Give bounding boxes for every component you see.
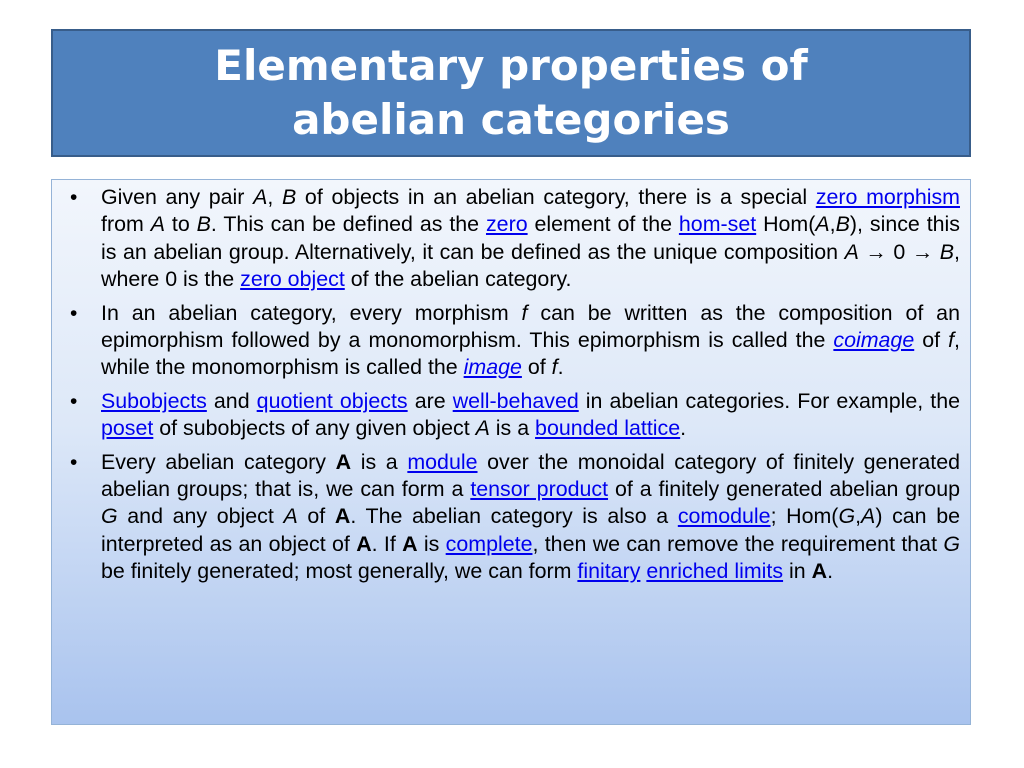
inline-link[interactable]: Subobjects (101, 388, 207, 413)
text-run: A (811, 559, 828, 584)
bullet-item (62, 184, 960, 294)
text-run: A (283, 504, 298, 529)
text-run: A (253, 185, 268, 209)
title-line-1: Elementary properties of (214, 41, 808, 90)
inline-link[interactable]: zero (485, 212, 528, 237)
bullet-item (62, 388, 960, 443)
text-run: is (417, 531, 446, 556)
text-run: and (206, 388, 257, 413)
inline-link[interactable]: image (463, 355, 522, 380)
text-run: A (844, 239, 859, 264)
text-run: ) can be interpreted as an object of (101, 504, 960, 556)
inline-link[interactable]: coimage (833, 328, 915, 353)
text-run: A (861, 504, 876, 529)
text-run: Given any pair (101, 185, 254, 209)
text-run: . This can be defined as the (210, 212, 486, 237)
inline-link[interactable]: comodule (677, 504, 771, 529)
text-run: , (267, 185, 282, 209)
text-run: . If (371, 531, 403, 556)
inline-link[interactable]: tensor product (470, 477, 609, 502)
text-run: of objects in an abelian category, there is a special (296, 185, 816, 209)
text-run: of subobjects of any given object (153, 416, 476, 441)
bullet-icon: • (70, 389, 78, 413)
inline-link[interactable]: complete (445, 531, 533, 556)
title-line-2: abelian categories (292, 95, 730, 144)
text-run: from (101, 212, 151, 237)
text-run: A (150, 212, 165, 237)
text-run: is a (351, 449, 408, 474)
text-run: . (557, 355, 564, 380)
text-run: , (855, 504, 862, 529)
text-run: A (356, 531, 372, 556)
text-run: of the abelian category. (344, 267, 572, 292)
text-run: B (196, 212, 211, 237)
text-run: A (475, 416, 490, 441)
text-run: and any object (117, 504, 284, 529)
text-run: over the monoidal category of finitely generated abelian groups; that is, we can form a (101, 449, 960, 502)
bullet-item (62, 449, 960, 586)
text-run: G (838, 504, 856, 529)
bullet-list (62, 184, 960, 586)
text-run: f (948, 328, 955, 353)
text-run: , where 0 is the (101, 239, 960, 292)
content-panel (51, 179, 971, 725)
text-run: Hom( (756, 212, 816, 237)
text-run: to (164, 212, 197, 237)
inline-link[interactable]: finitary (577, 559, 641, 584)
inline-link[interactable]: module (407, 449, 478, 474)
text-run: are (407, 388, 453, 413)
text-run: ), since this is an abelian group. Alternatively, it can be defined as the unique composition (101, 212, 961, 264)
text-run: of (297, 504, 335, 529)
text-run: of a finitely generated abelian group (608, 477, 960, 502)
text-run: be finitely generated; most generally, we can form (101, 559, 578, 584)
text-run: is a (489, 416, 536, 441)
text-run: , then we can remove the requirement that (532, 531, 944, 556)
text-run: , (829, 212, 836, 237)
text-run: G (943, 531, 960, 556)
text-run: A (402, 531, 418, 556)
text-run: . (827, 559, 834, 584)
text-run: in abelian categories. For example, the (578, 388, 961, 413)
inline-link[interactable]: well-behaved (452, 388, 579, 413)
text-run: . (680, 416, 687, 441)
text-run: A (334, 504, 351, 529)
inline-link[interactable]: quotient objects (256, 388, 408, 413)
bullet-icon: • (70, 301, 78, 325)
text-run: in (783, 559, 812, 584)
inline-link[interactable]: hom-set (678, 212, 757, 237)
bullet-icon: • (70, 186, 78, 209)
slide-title (51, 29, 971, 157)
inline-link[interactable]: poset (101, 416, 154, 441)
text-run: A (815, 212, 830, 237)
text-run: f (551, 355, 558, 380)
inline-link[interactable]: bounded lattice (535, 416, 681, 441)
bullet-item (62, 300, 960, 382)
text-run: element of the (527, 212, 679, 237)
text-run: B (835, 212, 850, 237)
text-run: G (101, 504, 118, 529)
text-run: → 0 → (858, 239, 940, 264)
text-run: Every abelian category (101, 449, 336, 474)
bullet-icon: • (70, 450, 78, 474)
text-run: f (521, 300, 528, 325)
text-run: , while the monomorphism is called the (101, 328, 960, 380)
inline-link[interactable]: enriched limits (646, 559, 784, 584)
inline-link[interactable]: zero object (240, 267, 345, 292)
text-run: of (914, 328, 949, 353)
text-run: can be written as the composition of an epimorphism followed by a monomorphism. This epimorphism is called the (101, 300, 960, 353)
inline-link[interactable]: zero morphism (815, 185, 960, 209)
text-run: A (335, 449, 352, 474)
text-run: . The abelian category is also a (350, 504, 678, 529)
text-run: ; Hom( (770, 504, 839, 529)
text-run: B (939, 239, 955, 264)
text-run: of (521, 355, 552, 380)
text-run: In an abelian category, every morphism (101, 300, 522, 325)
text-run: B (281, 185, 297, 209)
